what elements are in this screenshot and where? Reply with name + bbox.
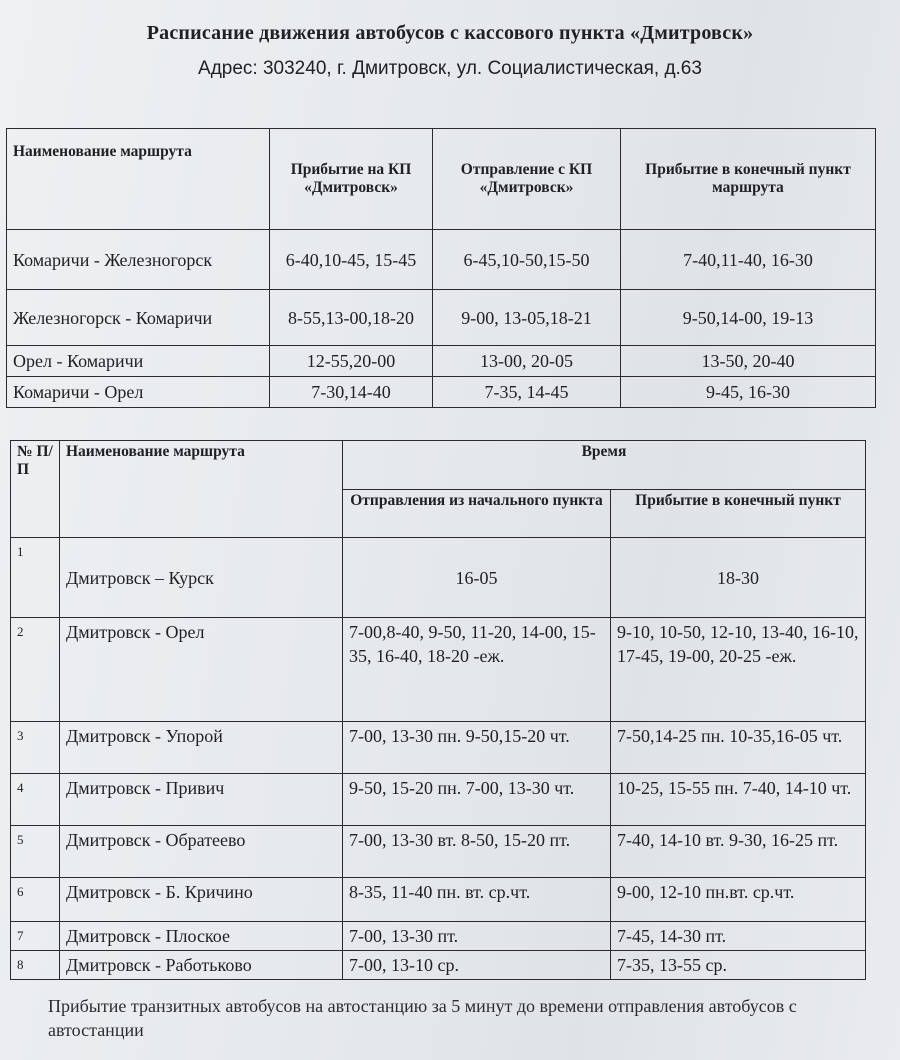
col-departure-header: Отправления из начального пункта [343, 489, 611, 538]
departure-cell: 7-35, 14-45 [433, 377, 621, 408]
route-cell: Дмитровск – Курск [60, 538, 343, 618]
departure-cell: 16-05 [343, 538, 611, 618]
departure-schedule-table [10, 440, 866, 980]
num-cell: 3 [11, 722, 60, 774]
num-cell: 8 [11, 951, 60, 980]
departure-cell: 7-00, 13-30 пт. [343, 922, 611, 951]
col-route-header: Наименование маршрута [60, 441, 343, 538]
arrival-cell: 18-30 [611, 538, 866, 618]
arrival-cell: 7-50,14-25 пн. 10-35,16-05 чт. [611, 722, 866, 774]
footer-note: Прибытие транзитных автобусов на автостанцию за 5 минут до времени отправления автобусов с автостанции [48, 996, 797, 1040]
table-row [11, 538, 866, 618]
table-header-row [7, 129, 876, 230]
col-arrival-kp-header: Прибытие на КП «Дмитровск» [270, 129, 433, 230]
address-line: Адрес: 303240, г. Дмитровск, ул. Социалистическая, д.63 [198, 58, 702, 79]
departure-cell: 7-00, 13-10 ср. [343, 951, 611, 980]
departure-cell: 7-00, 13-30 вт. 8-50, 15-20 пт. [343, 826, 611, 878]
table-row [11, 774, 866, 826]
num-cell: 6 [11, 878, 60, 922]
route-cell: Дмитровск - Обратеево [60, 826, 343, 878]
final-cell: 13-50, 20-40 [621, 346, 876, 377]
col-route-header: Наименование маршрута [7, 129, 270, 230]
route-cell: Орел - Комаричи [7, 346, 270, 377]
arrival-cell: 9-00, 12-10 пн.вт. ср.чт. [611, 878, 866, 922]
departure-cell: 9-00, 13-05,18-21 [433, 290, 621, 346]
col-time-header: Время [343, 441, 866, 490]
final-cell: 9-45, 16-30 [621, 377, 876, 408]
num-cell: 2 [11, 618, 60, 722]
departure-table-body [11, 538, 866, 980]
departure-cell: 7-00, 13-30 пн. 9-50,15-20 чт. [343, 722, 611, 774]
table-row [11, 951, 866, 980]
table-row [7, 346, 876, 377]
route-cell: Дмитровск - Б. Кричино [60, 878, 343, 922]
route-cell: Дмитровск - Привич [60, 774, 343, 826]
route-cell: Комаричи - Железногорск [7, 230, 270, 290]
departure-cell: 6-45,10-50,15-50 [433, 230, 621, 290]
departure-cell: 13-00, 20-05 [433, 346, 621, 377]
departure-cell: 9-50, 15-20 пн. 7-00, 13-30 чт. [343, 774, 611, 826]
route-cell: Дмитровск - Работьково [60, 951, 343, 980]
departure-cell: 7-00,8-40, 9-50, 11-20, 14-00, 15-35, 16-40, 18-20 -еж. [343, 618, 611, 722]
arrival-cell: 8-55,13-00,18-20 [270, 290, 433, 346]
final-cell: 7-40,11-40, 16-30 [621, 230, 876, 290]
arrival-cell: 10-25, 15-55 пн. 7-40, 14-10 чт. [611, 774, 866, 826]
table-row [11, 826, 866, 878]
arrival-cell: 7-35, 13-55 ср. [611, 951, 866, 980]
transit-table-body [7, 230, 876, 408]
arrival-cell: 12-55,20-00 [270, 346, 433, 377]
arrival-cell: 7-40, 14-10 вт. 9-30, 16-25 пт. [611, 826, 866, 878]
route-cell: Дмитровск - Плоское [60, 922, 343, 951]
col-arrival-header: Прибытие в конечный пункт [611, 489, 866, 538]
arrival-cell: 6-40,10-45, 15-45 [270, 230, 433, 290]
final-cell: 9-50,14-00, 19-13 [621, 290, 876, 346]
col-departure-kp-header: Отправление с КП «Дмитровск» [433, 129, 621, 230]
route-cell: Комаричи - Орел [7, 377, 270, 408]
table-row [7, 230, 876, 290]
table-row [7, 290, 876, 346]
table-row [11, 878, 866, 922]
page-title: Расписание движения автобусов с кассового пункта «Дмитровск» [146, 22, 754, 44]
route-cell: Дмитровск - Орел [60, 618, 343, 722]
num-cell: 5 [11, 826, 60, 878]
route-cell: Железногорск - Комаричи [7, 290, 270, 346]
route-cell: Дмитровск - Упорой [60, 722, 343, 774]
departure-cell: 8-35, 11-40 пн. вт. ср.чт. [343, 878, 611, 922]
transit-schedule-table [6, 128, 876, 408]
arrival-cell: 7-30,14-40 [270, 377, 433, 408]
table-row [11, 618, 866, 722]
num-cell: 1 [11, 538, 60, 618]
col-num-header: № П/П [11, 441, 60, 538]
num-cell: 4 [11, 774, 60, 826]
table-row [11, 922, 866, 951]
arrival-cell: 7-45, 14-30 пт. [611, 922, 866, 951]
col-arrival-final-header: Прибытие в конечный пункт маршрута [621, 129, 876, 230]
arrival-cell: 9-10, 10-50, 12-10, 13-40, 16-10, 17-45, 19-00, 20-25 -еж. [611, 618, 866, 722]
table-header-row [11, 441, 866, 490]
num-cell: 7 [11, 922, 60, 951]
table-row [11, 722, 866, 774]
table-row [7, 377, 876, 408]
